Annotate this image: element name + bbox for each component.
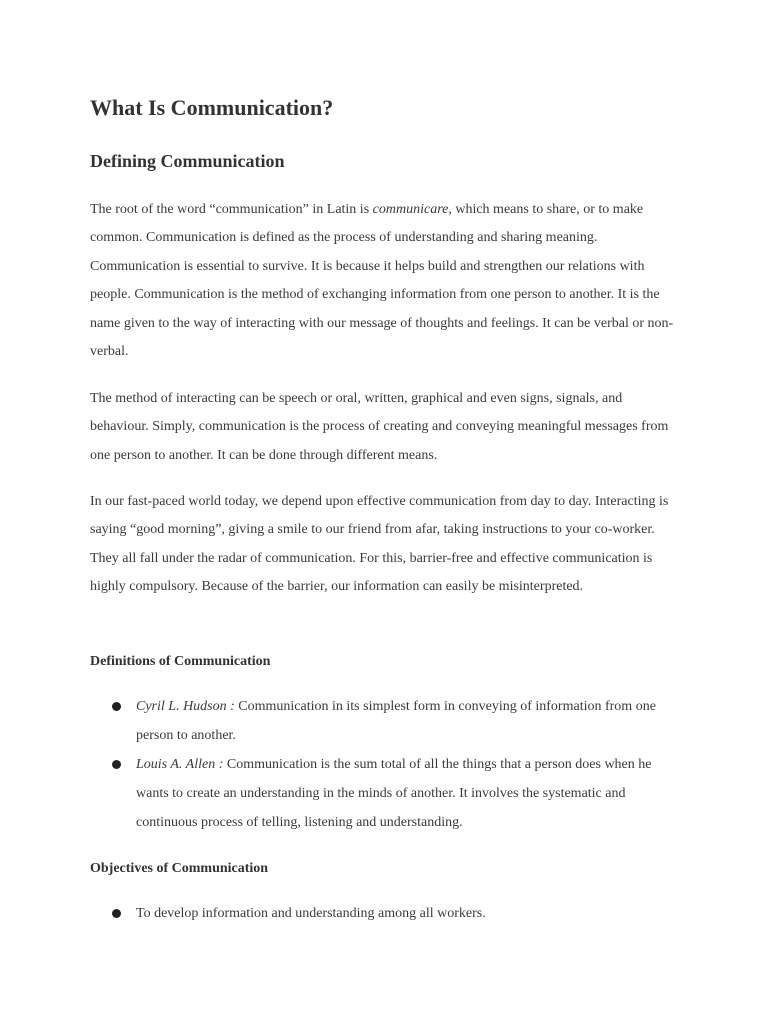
paragraph-intro <box>90 196 682 366</box>
objectives-list <box>90 899 682 928</box>
latin-term: communicare <box>372 202 449 217</box>
paragraph-intro-end: , which means to share, or to make common. Communication is defined as the process of understanding and sharing meaning. Communication is essential to survive. It is because it helps build and strengthen our relations with people. Communication is the method of exchanging information from one person to another. It is the name given to the way of interacting with our message of thoughts and feelings. It can be verbal or non-verbal. <box>90 202 674 360</box>
bullet-icon <box>112 909 121 918</box>
paragraph-intro-start: The root of the word “communication” in Latin is <box>90 202 373 217</box>
paragraph-methods: The method of interacting can be speech or oral, written, graphical and even signs, signals, and behaviour. Simply, communication is the process of creating and conveying meaningful messages from one person to another. It can be done through different means. <box>90 391 669 463</box>
bullet-icon <box>112 760 121 769</box>
bullet-icon <box>112 702 121 711</box>
definition-text: Communication in its simplest form in conveying of information from one person to another. <box>136 699 656 743</box>
definition-item <box>90 692 682 750</box>
definition-text: Communication is the sum total of all the things that a person does when he wants to create an understanding in the minds of another. It involves the systematic and continuous process of telling, listening and understanding. <box>136 757 652 830</box>
definition-author: Cyril L. Hudson : <box>136 699 235 714</box>
paragraph-daily: In our fast-paced world today, we depend upon effective communication from day to day. Interacting is saying “good morning”, giving a smile to our friend from afar, taking instructions to your co-worker. They all fall under the radar of communication. For this, barrier-free and effective communication is highly compulsory. Because of the barrier, our information can easily be misinterpreted. <box>90 494 669 595</box>
section-heading-defining: Defining Communication <box>90 151 285 171</box>
definitions-heading: Definitions of Communication <box>90 654 271 669</box>
definition-author: Louis A. Allen : <box>136 757 224 772</box>
definition-item <box>90 750 682 837</box>
page-title: What Is Communication? <box>90 95 334 120</box>
objective-text: To develop information and understanding among all workers. <box>136 906 486 921</box>
objective-item <box>90 899 682 928</box>
objectives-heading: Objectives of Communication <box>90 861 269 876</box>
definitions-list <box>90 692 682 837</box>
